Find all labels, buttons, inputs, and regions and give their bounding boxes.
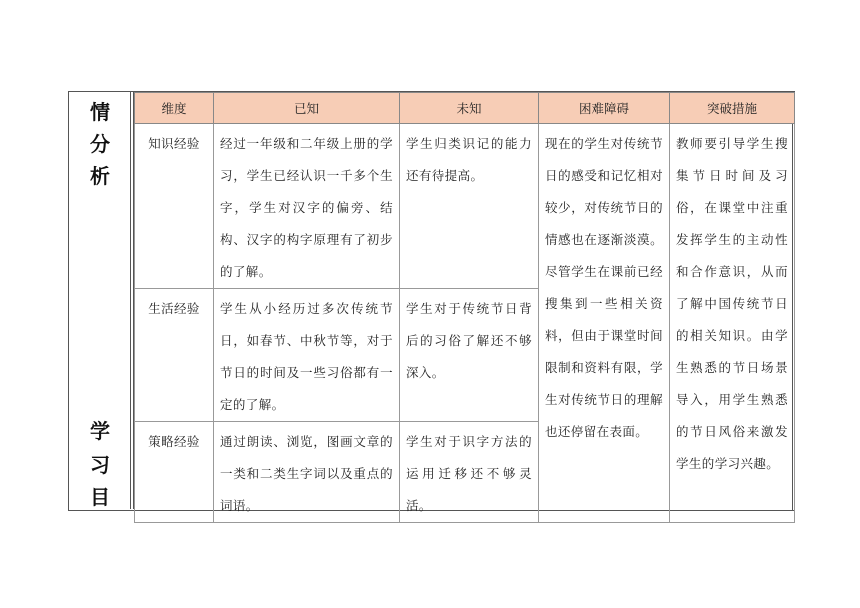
table-row <box>135 124 795 289</box>
unknown-cell: 学生对于传统节日背后的习俗了解还不够深入。 <box>400 289 539 422</box>
known-cell: 学生从小经历过多次传统节日，如春节、中秋节等，对于节日的时间及一些习俗都有一定的了解。 <box>214 289 400 422</box>
side-char-fen: 分 <box>90 132 110 156</box>
side-char-xi: 析 <box>90 164 110 188</box>
header-unknown: 未知 <box>400 93 539 124</box>
difficulty-cell: 现在的学生对传统节日的感受和记忆相对较少，对传统节日的情感也在逐渐淡漠。尽管学生在课前已经搜集到一些相关资料，但由于课堂时间限制和资料有限，学生对传统节日的理解也还停留在表面。 <box>539 124 670 523</box>
header-difficulty: 困难障碍 <box>539 93 670 124</box>
dimension-cell: 生活经验 <box>135 289 214 422</box>
side-char-qing: 情 <box>90 100 110 124</box>
analysis-table <box>134 92 795 523</box>
dimension-cell: 知识经验 <box>135 124 214 289</box>
table-header-row <box>135 93 795 124</box>
dimension-cell: 策略经验 <box>135 422 214 523</box>
header-measures: 突破措施 <box>670 93 795 124</box>
measures-cell: 教师要引导学生搜集节日时间及习俗，在课堂中注重发挥学生的主动性和合作意识，从而了解中国传统节日的相关知识。由学生熟悉的节日场景导入，用学生熟悉的节日风俗来激发学生的学习兴趣。 <box>670 124 795 523</box>
header-known: 已知 <box>214 93 400 124</box>
unknown-cell: 学生归类识记的能力还有待提高。 <box>400 124 539 289</box>
header-dimension: 维度 <box>135 93 214 124</box>
side-char-mu: 目 <box>90 485 110 509</box>
known-cell: 通过朗读、浏览，图画文章的一类和二类生字词以及重点的词语。 <box>214 422 400 523</box>
unknown-cell: 学生对于识字方法的运用迁移还不够灵活。 <box>400 422 539 523</box>
known-cell: 经过一年级和二年级上册的学习，学生已经认识一千多个生字，学生对汉字的偏旁、结构、汉字的构字原理有了初步的了解。 <box>214 124 400 289</box>
side-char-xi2: 习 <box>90 453 110 477</box>
side-char-xue: 学 <box>90 419 110 443</box>
